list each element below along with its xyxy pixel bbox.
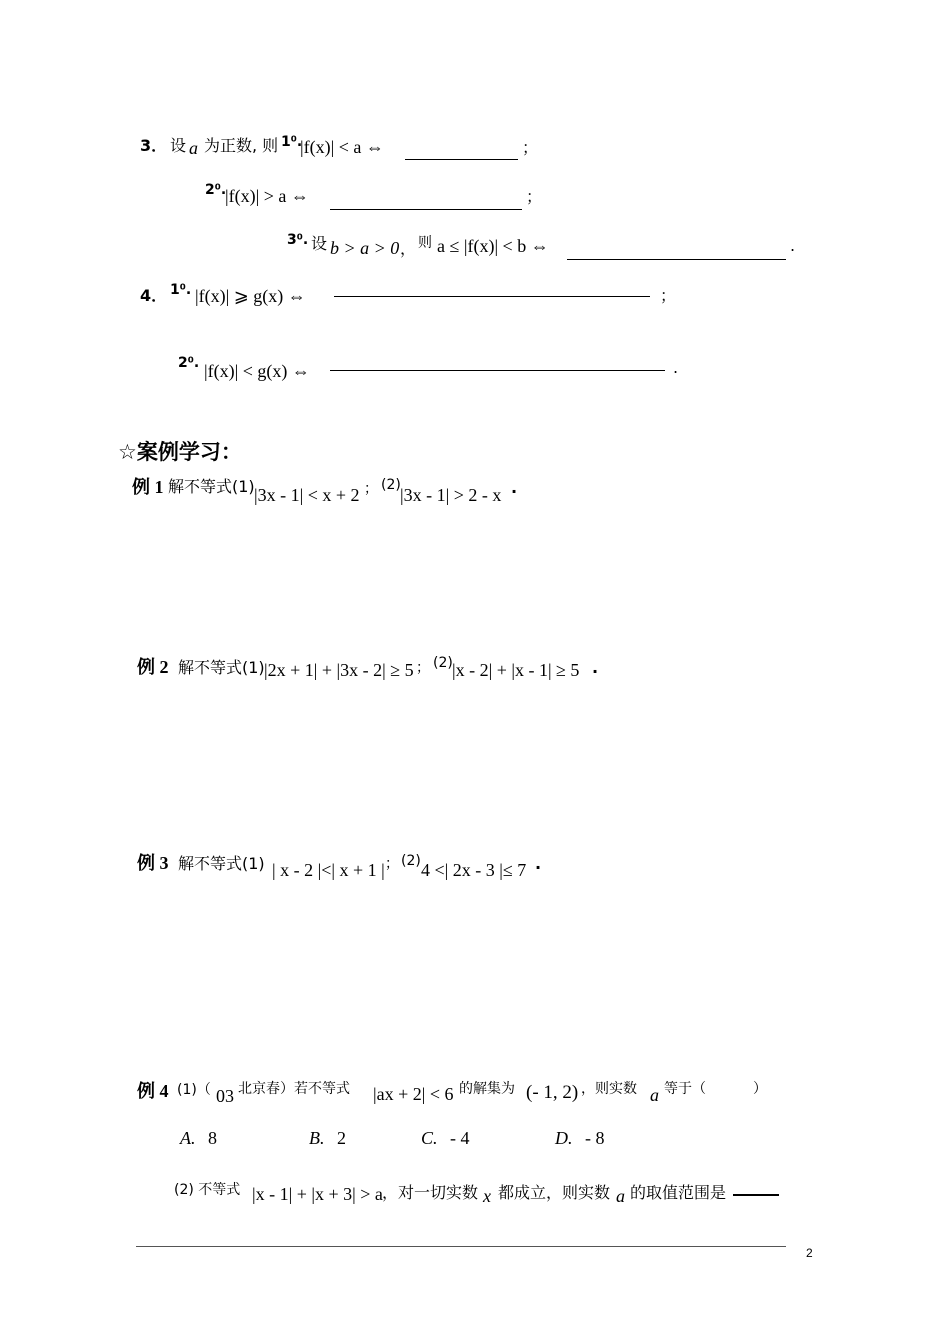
example-3-end: . — [535, 854, 542, 873]
example-1-expression-2: |3x - 1| > 2 - x — [400, 485, 502, 505]
example-1-separator: ； — [364, 481, 378, 497]
item-3-part-3-comma: ， — [400, 239, 417, 258]
example-4-part-2-text: (2) 不等式 — [174, 1182, 241, 1198]
item-3-number: 3． — [140, 136, 168, 155]
example-1-part-2-label: (2) — [381, 477, 401, 493]
example-4-part-2-text-4: 的取值范围是 — [630, 1183, 727, 1202]
item-4-part-1-end: ； — [660, 286, 677, 305]
example-1-text: 解不等式(1) — [168, 477, 255, 496]
choice-b-letter: B. — [309, 1128, 325, 1148]
example-4-text-2: 的解集为 — [459, 1081, 515, 1097]
item-4-part-1-blank[interactable] — [334, 296, 650, 297]
example-4-source-text: 北京春）若不等式 — [238, 1081, 350, 1097]
example-4-part-2-expression: |x - 1| + |x + 3| > a — [252, 1184, 383, 1204]
item-3-part-1-blank[interactable] — [405, 159, 518, 160]
item-3-part-2-blank[interactable] — [330, 209, 522, 210]
example-3-expression-2: 4 <| 2x - 3 |≤ 7 — [421, 860, 527, 880]
example-2-label: 例 2 — [137, 657, 169, 677]
item-3-part-2-expression: |f(x)| > a ⇔ — [225, 186, 309, 206]
item-3-part-3-label: 3⁰. — [287, 232, 309, 248]
example-4-text-4: 等于（ — [664, 1081, 706, 1097]
item-3-part-2-end: ； — [526, 187, 543, 206]
example-4-part-2-text-2: ，对一切实数 — [382, 1183, 479, 1202]
item-3-part-3-end: . — [790, 236, 796, 255]
choice-b-value: 2 — [337, 1128, 346, 1148]
item-3-text-2: 为正数, 则 — [204, 136, 279, 155]
choice-d-letter: D. — [555, 1128, 573, 1148]
example-4-part-2-text-3: 都成立，则实数 — [498, 1183, 611, 1202]
example-3-label: 例 3 — [137, 853, 169, 873]
item-3-part-1-end: ； — [522, 138, 539, 157]
example-2-end: . — [592, 658, 599, 677]
example-4-part-2-variable-x: x — [483, 1186, 491, 1206]
example-4-close-paren: ） — [753, 1081, 767, 1097]
item-3-part-3-blank[interactable] — [567, 259, 786, 260]
item-3-part-2-label: 2⁰. — [205, 182, 227, 198]
example-4-variable: a — [650, 1085, 659, 1105]
example-2-part-2-label: (2) — [433, 655, 453, 671]
example-4-label: 例 4 — [137, 1081, 169, 1101]
choice-d-value: - 8 — [585, 1128, 605, 1148]
choice-c[interactable] — [421, 1128, 470, 1149]
item-3-part-3-text-2: 则 — [418, 235, 432, 251]
item-4-part-1-expression: |f(x)| ⩾ g(x) ⇔ — [195, 286, 306, 306]
example-4-expression: |ax + 2| < 6 — [373, 1084, 454, 1104]
item-3-part-3-expression: a ≤ |f(x)| < b ⇔ — [437, 236, 549, 256]
example-4-part-2-variable-a: a — [616, 1186, 625, 1206]
item-4-part-2-end: . — [673, 358, 679, 377]
choice-c-value: - 4 — [450, 1128, 470, 1148]
example-2-text: 解不等式(1) — [178, 658, 265, 677]
item-4-part-2-expression: |f(x)| < g(x) ⇔ — [204, 361, 310, 381]
example-1-label: 例 1 — [132, 477, 164, 497]
item-4-part-1-label: 1⁰. — [170, 282, 192, 298]
item-4-part-2-label: 2⁰. — [178, 355, 200, 371]
example-4-part-1-open: (1)（ — [177, 1082, 211, 1098]
item-3-part-3-condition: b > a > 0 — [330, 238, 400, 258]
example-3-expression-1: | x - 2 |<| x + 1 | — [272, 860, 385, 880]
page-number: 2 — [806, 1246, 813, 1260]
choice-a-letter: A. — [180, 1128, 196, 1148]
item-3-part-1-expression: |f(x)| < a ⇔ — [300, 137, 384, 157]
example-2-expression-1: |2x + 1| + |3x - 2| ≥ 5 — [264, 660, 414, 680]
example-2-separator: ； — [416, 660, 430, 676]
choice-b[interactable] — [309, 1128, 346, 1149]
example-1-expression-1: |3x - 1| < x + 2 — [254, 485, 360, 505]
item-4-part-2-blank[interactable] — [330, 370, 665, 371]
example-2-expression-2: |x - 2| + |x - 1| ≥ 5 — [452, 660, 580, 680]
item-3-part-1-label: 1⁰. — [281, 134, 303, 150]
choice-d[interactable] — [555, 1128, 605, 1149]
example-4-interval: (- 1, 2) — [526, 1082, 579, 1103]
item-3-part-3-text: 设 — [311, 234, 328, 253]
example-3-text: 解不等式(1) — [178, 854, 265, 873]
example-4-year: 03 — [216, 1086, 234, 1106]
footer-rule — [136, 1246, 786, 1247]
example-1-end: . — [511, 478, 518, 497]
item-4-number: 4． — [140, 286, 168, 305]
example-4-text-3: ，则实数 — [581, 1081, 637, 1097]
choice-a[interactable] — [180, 1128, 217, 1149]
choice-a-value: 8 — [208, 1128, 217, 1148]
item-3-variable: a — [189, 138, 198, 158]
example-3-separator: ； — [385, 856, 399, 872]
example-3-part-2-label: (2) — [401, 853, 421, 869]
example-4-part-2-blank[interactable] — [733, 1194, 779, 1196]
item-3-text: 设 — [170, 136, 187, 155]
choice-c-letter: C. — [421, 1128, 438, 1148]
section-heading: ☆案例学习： — [118, 440, 242, 464]
